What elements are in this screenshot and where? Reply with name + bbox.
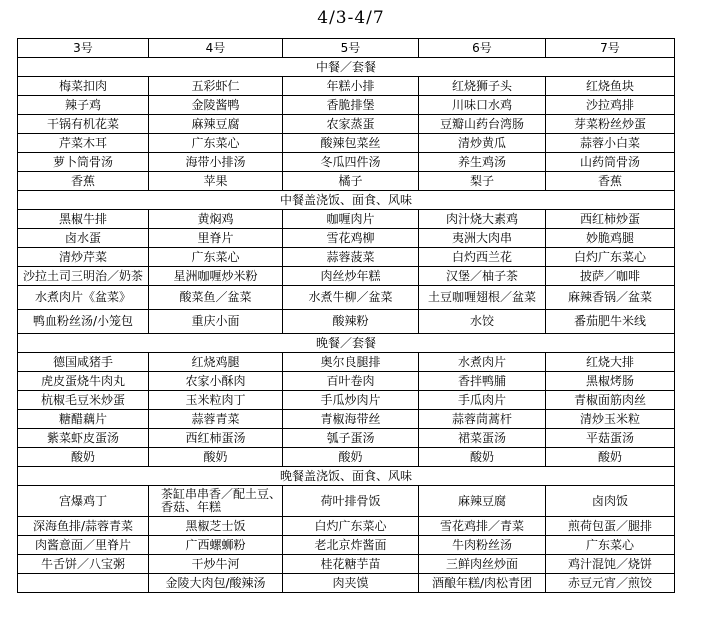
dish-cell: 咖喱肉片 bbox=[283, 210, 419, 229]
dish-cell: 星洲咖喱炒米粉 bbox=[149, 267, 283, 286]
dish-cell: 牛舌饼／八宝粥 bbox=[18, 555, 149, 574]
dish-cell: 玉米粒肉丁 bbox=[149, 391, 283, 410]
dish-cell: 山药筒骨汤 bbox=[546, 153, 675, 172]
table-row bbox=[18, 310, 675, 334]
dish-cell: 黑椒芝士饭 bbox=[149, 517, 283, 536]
dish-cell: 茶缸串串香／配土豆、香菇、年糕 bbox=[149, 486, 283, 517]
section-title: 晚餐盖浇饭、面食、风味 bbox=[18, 467, 675, 486]
header-day-2: 4号 bbox=[149, 39, 283, 58]
table-row bbox=[18, 410, 675, 429]
table-row bbox=[18, 372, 675, 391]
dish-cell: 蒜蓉茼蒿杆 bbox=[419, 410, 546, 429]
dish-cell: 酸奶 bbox=[419, 448, 546, 467]
dish-cell: 红烧大排 bbox=[546, 353, 675, 372]
dish-cell: 辣子鸡 bbox=[18, 96, 149, 115]
dish-cell: 广东菜心 bbox=[149, 248, 283, 267]
dish-cell: 肉夹馍 bbox=[283, 574, 419, 593]
dish-cell: 西红柿蛋汤 bbox=[149, 429, 283, 448]
dish-cell: 黑椒烤肠 bbox=[546, 372, 675, 391]
table-row bbox=[18, 153, 675, 172]
dish-cell: 糖醋藕片 bbox=[18, 410, 149, 429]
dish-cell: 紫菜虾皮蛋汤 bbox=[18, 429, 149, 448]
dish-cell: 芽菜粉丝炒蛋 bbox=[546, 115, 675, 134]
dish-cell: 农家小酥肉 bbox=[149, 372, 283, 391]
dish-cell: 酸奶 bbox=[149, 448, 283, 467]
table-row bbox=[18, 210, 675, 229]
dish-cell: 麻辣豆腐 bbox=[419, 486, 546, 517]
dish-cell: 酸奶 bbox=[283, 448, 419, 467]
dish-cell: 番茄肥牛米线 bbox=[546, 310, 675, 334]
dish-cell: 梅菜扣肉 bbox=[18, 77, 149, 96]
dish-cell: 酸奶 bbox=[546, 448, 675, 467]
dish-cell: 酒酿年糕/肉松青团 bbox=[419, 574, 546, 593]
dish-cell: 西红柿炒蛋 bbox=[546, 210, 675, 229]
section-header-row bbox=[18, 334, 675, 353]
dish-cell: 豆瓣山药台湾肠 bbox=[419, 115, 546, 134]
dish-cell: 年糕小排 bbox=[283, 77, 419, 96]
dish-cell: 雪花鸡柳 bbox=[283, 229, 419, 248]
dish-cell: 手瓜肉片 bbox=[419, 391, 546, 410]
table-row bbox=[18, 134, 675, 153]
dish-cell: 广西螺蛳粉 bbox=[149, 536, 283, 555]
dish-cell: 广东菜心 bbox=[149, 134, 283, 153]
dish-cell: 平菇蛋汤 bbox=[546, 429, 675, 448]
dish-cell: 手瓜炒肉片 bbox=[283, 391, 419, 410]
dish-cell: 清炒玉米粒 bbox=[546, 410, 675, 429]
dish-cell: 酸辣包菜丝 bbox=[283, 134, 419, 153]
dish-cell: 麻辣香锅／盆菜 bbox=[546, 286, 675, 310]
section-title: 中餐／套餐 bbox=[18, 58, 675, 77]
dish-cell: 三鲜肉丝炒面 bbox=[419, 555, 546, 574]
dish-cell: 百叶卷肉 bbox=[283, 372, 419, 391]
table-row bbox=[18, 77, 675, 96]
dish-cell: 香拌鸭脯 bbox=[419, 372, 546, 391]
dish-cell: 雪花鸡排／青菜 bbox=[419, 517, 546, 536]
table-row bbox=[18, 555, 675, 574]
dish-cell: 萝卜筒骨汤 bbox=[18, 153, 149, 172]
dish-cell: 蒜蓉小白菜 bbox=[546, 134, 675, 153]
dish-cell: 青椒面筋肉丝 bbox=[546, 391, 675, 410]
dish-cell: 土豆咖喱翅根／盆菜 bbox=[419, 286, 546, 310]
dish-cell: 宫爆鸡丁 bbox=[18, 486, 149, 517]
dish-cell: 杭椒毛豆米炒蛋 bbox=[18, 391, 149, 410]
dish-cell: 肉丝炒年糕 bbox=[283, 267, 419, 286]
dish-cell: 红烧鸡腿 bbox=[149, 353, 283, 372]
dish-cell: 冬瓜四件汤 bbox=[283, 153, 419, 172]
table-row bbox=[18, 286, 675, 310]
header-day-1: 3号 bbox=[18, 39, 149, 58]
header-day-4: 6号 bbox=[419, 39, 546, 58]
table-row bbox=[18, 574, 675, 593]
dish-cell: 奥尔良腿排 bbox=[283, 353, 419, 372]
dish-cell: 蒜蓉菠菜 bbox=[283, 248, 419, 267]
dish-cell: 广东菜心 bbox=[546, 536, 675, 555]
dish-cell: 水煮肉片 bbox=[419, 353, 546, 372]
table-row bbox=[18, 267, 675, 286]
weekly-menu-table bbox=[17, 38, 675, 593]
dish-cell: 清炒黄瓜 bbox=[419, 134, 546, 153]
dish-cell: 白灼广东菜心 bbox=[546, 248, 675, 267]
dish-cell: 黑椒牛排 bbox=[18, 210, 149, 229]
dish-cell: 德国咸猪手 bbox=[18, 353, 149, 372]
dish-cell: 桂花糖芋苗 bbox=[283, 555, 419, 574]
dish-cell: 干锅有机花菜 bbox=[18, 115, 149, 134]
dish-cell: 卤水蛋 bbox=[18, 229, 149, 248]
dish-cell: 酸奶 bbox=[18, 448, 149, 467]
dish-cell: 赤豆元宵／煎饺 bbox=[546, 574, 675, 593]
dish-cell: 水煮肉片《盆菜》 bbox=[18, 286, 149, 310]
dish-cell: 白灼西兰花 bbox=[419, 248, 546, 267]
menu-title: 4/3-4/7 bbox=[317, 8, 385, 28]
dish-cell: 沙拉土司三明治／奶茶 bbox=[18, 267, 149, 286]
dish-cell: 煎荷包蛋／腿排 bbox=[546, 517, 675, 536]
dish-cell: 酸辣粉 bbox=[283, 310, 419, 334]
dish-cell: 黄焖鸡 bbox=[149, 210, 283, 229]
dish-cell: 芹菜木耳 bbox=[18, 134, 149, 153]
dish-cell: 红烧狮子头 bbox=[419, 77, 546, 96]
dish-cell: 肉酱意面／里脊片 bbox=[18, 536, 149, 555]
table-row bbox=[18, 115, 675, 134]
dish-cell: 妙脆鸡腿 bbox=[546, 229, 675, 248]
dish-cell: 麻辣豆腐 bbox=[149, 115, 283, 134]
dish-cell: 香脆排堡 bbox=[283, 96, 419, 115]
dish-cell: 苹果 bbox=[149, 172, 283, 191]
dish-cell: 梨子 bbox=[419, 172, 546, 191]
dish-cell: 青椒海带丝 bbox=[283, 410, 419, 429]
dish-cell: 香蕉 bbox=[18, 172, 149, 191]
dish-cell: 卤肉饭 bbox=[546, 486, 675, 517]
dish-cell: 鸡汁混饨／烧饼 bbox=[546, 555, 675, 574]
dish-cell: 鸭血粉丝汤/小笼包 bbox=[18, 310, 149, 334]
dish-cell: 里脊片 bbox=[149, 229, 283, 248]
dish-cell: 披萨／咖啡 bbox=[546, 267, 675, 286]
dish-cell: 牛肉粉丝汤 bbox=[419, 536, 546, 555]
dish-cell: 白灼广东菜心 bbox=[283, 517, 419, 536]
dish-cell: 香蕉 bbox=[546, 172, 675, 191]
header-row bbox=[18, 39, 675, 58]
dish-cell: 肉汁烧大素鸡 bbox=[419, 210, 546, 229]
dish-cell: 川味口水鸡 bbox=[419, 96, 546, 115]
dish-cell: 虎皮蛋烧牛肉丸 bbox=[18, 372, 149, 391]
section-title: 中餐盖浇饭、面食、风味 bbox=[18, 191, 675, 210]
dish-cell: 裙菜蛋汤 bbox=[419, 429, 546, 448]
table-row bbox=[18, 391, 675, 410]
section-header-row bbox=[18, 191, 675, 210]
dish-cell: 红烧鱼块 bbox=[546, 77, 675, 96]
table-row bbox=[18, 536, 675, 555]
dish-cell: 重庆小面 bbox=[149, 310, 283, 334]
section-header-row bbox=[18, 467, 675, 486]
dish-cell: 橘子 bbox=[283, 172, 419, 191]
dish-cell: 金陵大肉包/酸辣汤 bbox=[149, 574, 283, 593]
dish-cell: 瓠子蛋汤 bbox=[283, 429, 419, 448]
table-row bbox=[18, 96, 675, 115]
dish-cell: 汉堡／柚子茶 bbox=[419, 267, 546, 286]
dish-cell: 酸菜鱼／盆菜 bbox=[149, 286, 283, 310]
section-title: 晚餐／套餐 bbox=[18, 334, 675, 353]
dish-cell: 干炒牛河 bbox=[149, 555, 283, 574]
section-header-row bbox=[18, 58, 675, 77]
dish-cell: 夷洲大肉串 bbox=[419, 229, 546, 248]
dish-cell: 养生鸡汤 bbox=[419, 153, 546, 172]
dish-cell: 水煮牛柳／盆菜 bbox=[283, 286, 419, 310]
table-row bbox=[18, 486, 675, 517]
dish-cell bbox=[18, 574, 149, 593]
table-row bbox=[18, 448, 675, 467]
dish-cell: 海带小排汤 bbox=[149, 153, 283, 172]
dish-cell: 清炒芹菜 bbox=[18, 248, 149, 267]
table-row bbox=[18, 229, 675, 248]
header-day-5: 7号 bbox=[546, 39, 675, 58]
dish-cell: 水饺 bbox=[419, 310, 546, 334]
dish-cell: 深海鱼排/蒜蓉青菜 bbox=[18, 517, 149, 536]
table-row bbox=[18, 172, 675, 191]
table-row bbox=[18, 429, 675, 448]
dish-cell: 金陵酱鸭 bbox=[149, 96, 283, 115]
dish-cell: 老北京炸酱面 bbox=[283, 536, 419, 555]
dish-cell: 蒜蓉青菜 bbox=[149, 410, 283, 429]
header-day-3: 5号 bbox=[283, 39, 419, 58]
dish-cell: 五彩虾仁 bbox=[149, 77, 283, 96]
table-row bbox=[18, 517, 675, 536]
dish-cell: 农家蒸蛋 bbox=[283, 115, 419, 134]
table-row bbox=[18, 353, 675, 372]
dish-cell: 沙拉鸡排 bbox=[546, 96, 675, 115]
table-row bbox=[18, 248, 675, 267]
dish-cell: 荷叶排骨饭 bbox=[283, 486, 419, 517]
